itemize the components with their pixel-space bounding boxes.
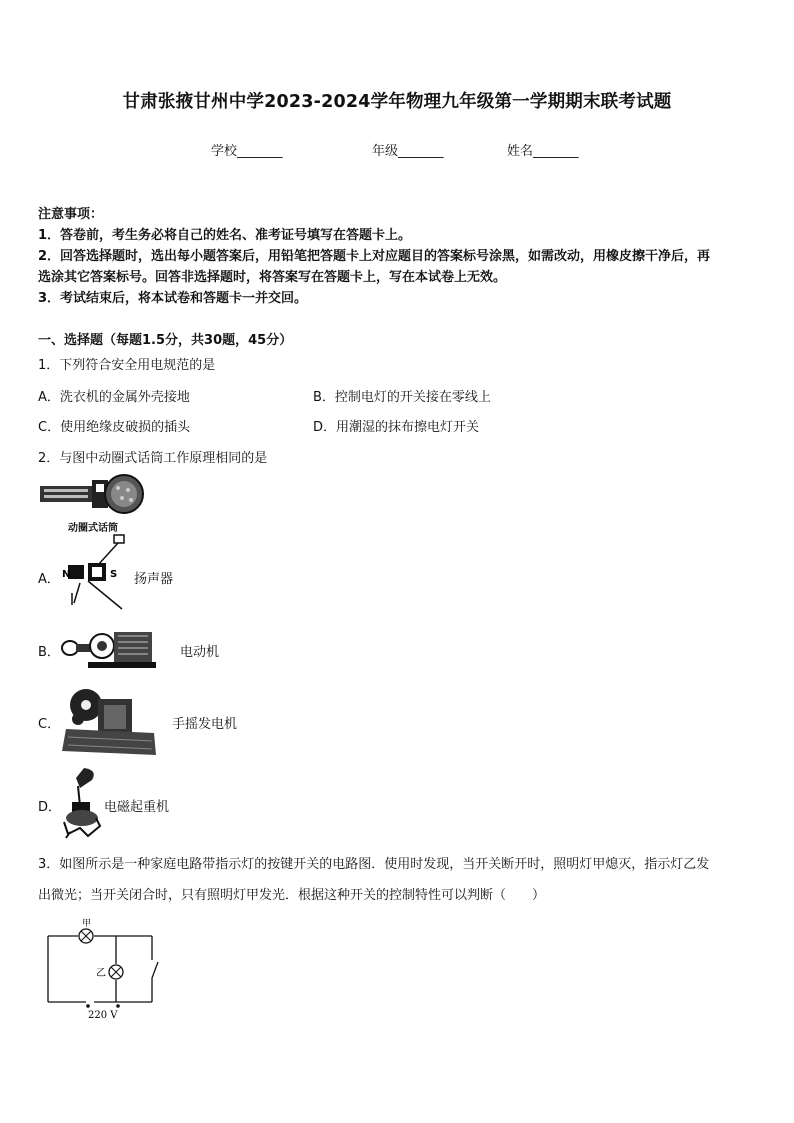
voltage-label: 220 V: [88, 1010, 118, 1021]
motor-figure: [58, 626, 158, 670]
notice-item-3: 3．考试结束后，将本试卷和答题卡一并交回。: [38, 291, 308, 306]
speaker-figure: [58, 533, 130, 613]
question-2-option-a-text: 扬声器: [134, 572, 174, 587]
question-2-option-b-label: B．: [38, 645, 60, 660]
question-2-stem: 2．与图中动圈式话筒工作原理相同的是: [38, 451, 268, 466]
microphone-caption: 动圈式话筒: [68, 523, 118, 534]
question-1-stem: 1．下列符合安全用电规范的是: [38, 358, 216, 373]
page-title: 甘肃张掖甘州中学2023-2024学年物理九年级第一学期期末联考试题: [122, 92, 672, 112]
question-2-option-d-text: 电磁起重机: [104, 800, 170, 815]
school-field: 学校_______: [211, 144, 283, 159]
magnet-n-label: N: [62, 569, 71, 580]
notice-item-2-line-1: 2．回答选择题时，选出每小题答案后，用铅笔把答题卡上对应题目的答案标号涂黑，如需改动，用橡皮擦干净后，再: [38, 249, 711, 264]
microphone-figure: [38, 470, 148, 518]
question-2-option-c-label: C．: [38, 717, 61, 732]
question-2-option-b-text: 电动机: [180, 645, 220, 660]
question-2-option-a-label: A．: [38, 572, 60, 587]
notice-item-2-line-2: 选涂其它答案标号。回答非选择题时，将答案写在答题卡上，写在本试卷上无效。: [38, 270, 507, 285]
section-heading: 一、选择题（每题1.5分，共30题，45分）: [38, 333, 293, 348]
crane-figure: [58, 766, 106, 840]
switch-icon: [152, 962, 158, 978]
question-1-option-c: C．使用绝缘皮破损的插头: [38, 420, 191, 435]
question-1-option-d: D．用潮湿的抹布擦电灯开关: [313, 420, 480, 435]
question-2-option-c-text: 手摇发电机: [172, 717, 238, 732]
question-3-stem-line-1: 3．如图所示是一种家庭电路带指示灯的按键开关的电路图．使用时发现，当开关断开时，照明灯甲熄灭，指示灯乙发: [38, 857, 710, 872]
question-3-stem-line-2: 出微光；当开关闭合时，只有照明灯甲发光．根据这种开关的控制特性可以判断（ ）: [38, 888, 546, 903]
lamp-jia-label: 甲: [82, 919, 92, 929]
question-1-option-a: A．洗衣机的金属外壳接地: [38, 390, 190, 405]
notice-heading: 注意事项：: [38, 207, 104, 222]
name-field: 姓名_______: [507, 144, 579, 159]
lamp-yi-label: 乙: [96, 968, 106, 979]
generator-figure: [58, 685, 158, 757]
circuit-diagram: [40, 918, 170, 1024]
notice-item-1: 1．答卷前，考生务必将自己的姓名、准考证号填写在答题卡上。: [38, 228, 412, 243]
grade-field: 年级_______: [372, 144, 444, 159]
question-2-option-d-label: D．: [38, 800, 62, 815]
magnet-s-label: S: [110, 569, 118, 580]
question-1-option-b: B．控制电灯的开关接在零线上: [313, 390, 491, 405]
